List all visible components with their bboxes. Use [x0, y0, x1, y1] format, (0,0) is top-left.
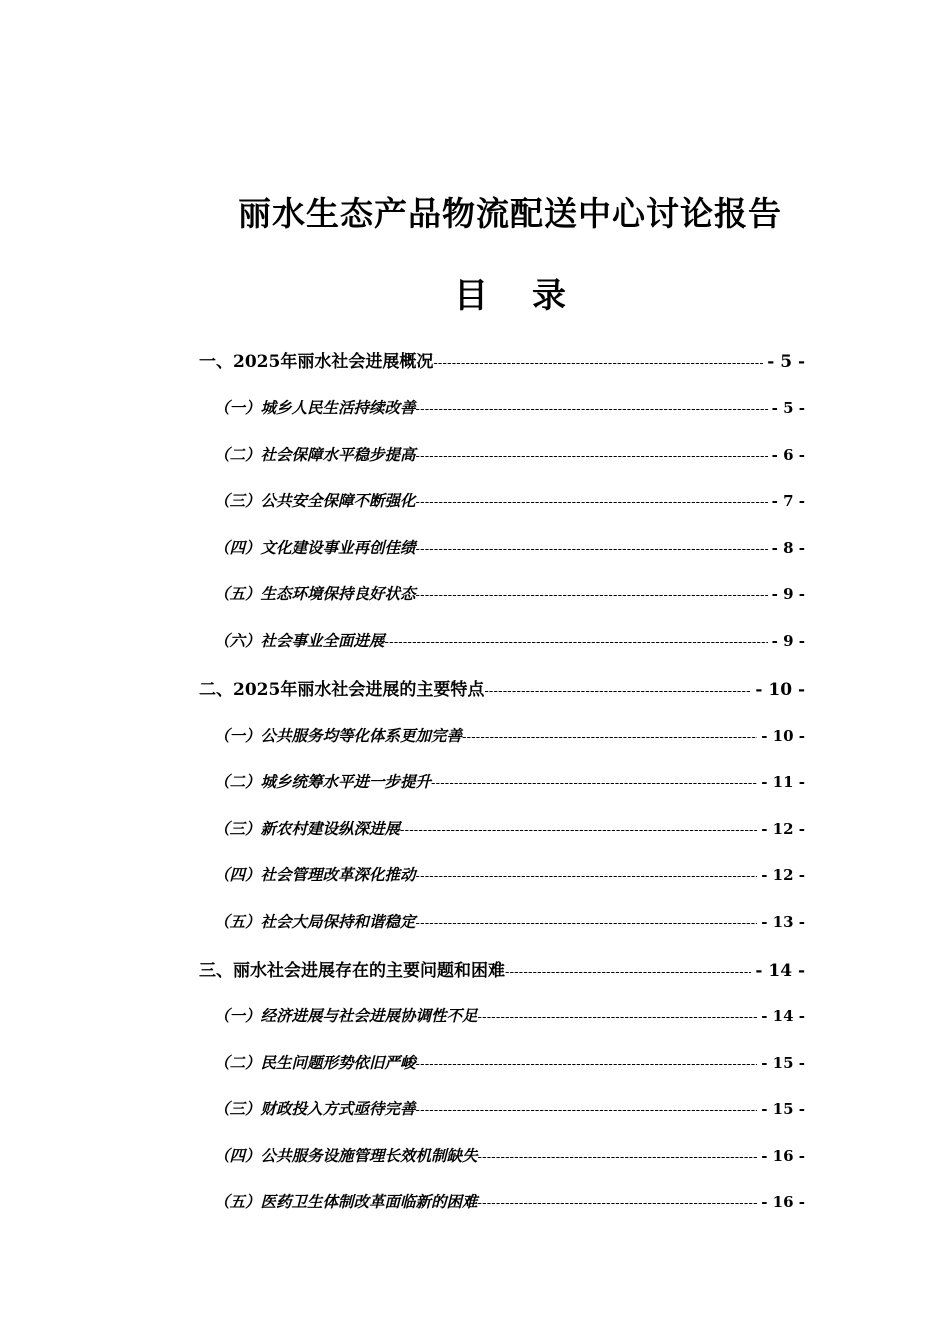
toc-entry-label: （二）民生问题形势依旧严峻	[214, 1053, 416, 1072]
toc-entry[interactable]	[214, 396, 805, 418]
toc-entry[interactable]	[199, 956, 805, 981]
toc-page-number: - 8 -	[771, 539, 805, 557]
toc-entry-label: （二）城乡统筹水平进一步提升	[214, 772, 432, 791]
toc-page-number: - 5 -	[767, 352, 805, 372]
toc-leader-dashes	[416, 916, 758, 931]
toc-entry[interactable]	[199, 347, 805, 372]
toc-heading-char-1: 目	[454, 276, 488, 316]
toc-page-number: - 15 -	[761, 1054, 805, 1072]
toc-page-number: - 9 -	[771, 632, 805, 650]
toc-page-number: - 12 -	[761, 820, 805, 838]
toc-leader-dashes	[416, 449, 768, 464]
toc-page-number: - 14 -	[755, 961, 805, 981]
toc-entry-label: 二、2025年丽水社会进展的主要特点	[199, 680, 485, 700]
toc-entry[interactable]	[214, 817, 805, 839]
toc-leader-dashes	[478, 1010, 758, 1025]
toc-page-number: - 12 -	[761, 866, 805, 884]
toc-page-number: - 14 -	[761, 1007, 805, 1025]
toc-entry[interactable]	[214, 1004, 805, 1026]
toc-entry[interactable]	[214, 629, 805, 651]
toc-page-number: - 15 -	[761, 1100, 805, 1118]
toc-entry[interactable]	[214, 443, 805, 465]
toc-entry[interactable]	[214, 1190, 805, 1212]
toc-page-number: - 11 -	[761, 773, 805, 791]
toc-entry-label: （三）新农村建设纵深进展	[214, 819, 401, 838]
toc-entry-label: （三）公共安全保障不断强化	[214, 491, 416, 510]
toc-leader-dashes	[505, 965, 751, 980]
toc-entry-label: （四）社会管理改革深化推动	[214, 865, 416, 884]
toc-entry[interactable]	[214, 724, 805, 746]
toc-entry-label: （五）医药卫生体制改革面临新的困难	[214, 1192, 478, 1211]
toc-leader-dashes	[462, 730, 757, 745]
toc-entry-label: （四）公共服务设施管理长效机制缺失	[214, 1146, 478, 1165]
toc-entry-label: （五）生态环境保持良好状态	[214, 584, 416, 603]
toc-leader-dashes	[400, 823, 757, 838]
toc-leader-dashes	[416, 495, 768, 510]
toc-entry[interactable]	[214, 489, 805, 511]
document-title: 丽水生态产品物流配送中心讨论报告	[238, 194, 782, 233]
toc-leader-dashes	[416, 402, 768, 417]
toc-leader-dashes	[484, 684, 751, 699]
toc-entry[interactable]	[199, 675, 805, 700]
toc-page-number: - 7 -	[771, 492, 805, 510]
toc-page-number: - 5 -	[771, 399, 805, 417]
toc-entry-label: （一）公共服务均等化体系更加完善	[214, 726, 463, 745]
toc-leader-dashes	[431, 776, 757, 791]
toc-leader-dashes	[416, 1103, 758, 1118]
toc-entry-label: （六）社会事业全面进展	[214, 631, 385, 650]
toc-entry[interactable]	[214, 910, 805, 932]
toc-leader-dashes	[478, 1196, 758, 1211]
toc-leader-dashes	[416, 588, 768, 603]
toc-page-number: - 16 -	[761, 1193, 805, 1211]
toc-entry[interactable]	[214, 536, 805, 558]
toc-leader-dashes	[416, 869, 758, 884]
toc-page-number: - 9 -	[771, 585, 805, 603]
toc-leader-dashes	[416, 542, 768, 557]
toc-entry-label: （四）文化建设事业再创佳绩	[214, 538, 416, 557]
toc-entry[interactable]	[214, 1097, 805, 1119]
toc-leader-dashes	[416, 1057, 758, 1072]
toc-page-number: - 6 -	[771, 446, 805, 464]
toc-leader-dashes	[433, 356, 763, 371]
toc-entry-label: 一、2025年丽水社会进展概况	[199, 352, 434, 372]
toc-leader-dashes	[385, 635, 768, 650]
toc-entry[interactable]	[214, 1144, 805, 1166]
toc-page-number: - 10 -	[755, 680, 805, 700]
toc-page-number: - 10 -	[761, 727, 805, 745]
toc-page-number: - 16 -	[761, 1147, 805, 1165]
toc-entry[interactable]	[214, 582, 805, 604]
toc-entry-label: （五）社会大局保持和谐稳定	[214, 912, 416, 931]
toc-heading-char-2: 录	[532, 276, 566, 316]
toc-entry-label: （三）财政投入方式亟待完善	[214, 1099, 416, 1118]
toc-entry[interactable]	[214, 770, 805, 792]
toc-entry-label: （一）经济进展与社会进展协调性不足	[214, 1006, 478, 1025]
toc-entry-label: （一）城乡人民生活持续改善	[214, 398, 416, 417]
toc-page-number: - 13 -	[761, 913, 805, 931]
toc-entry-label: 三、丽水社会进展存在的主要问题和困难	[199, 961, 505, 981]
toc-entry[interactable]	[214, 863, 805, 885]
toc-leader-dashes	[478, 1150, 758, 1165]
toc-entry[interactable]	[214, 1051, 805, 1073]
toc-entry-label: （二）社会保障水平稳步提高	[214, 445, 416, 464]
